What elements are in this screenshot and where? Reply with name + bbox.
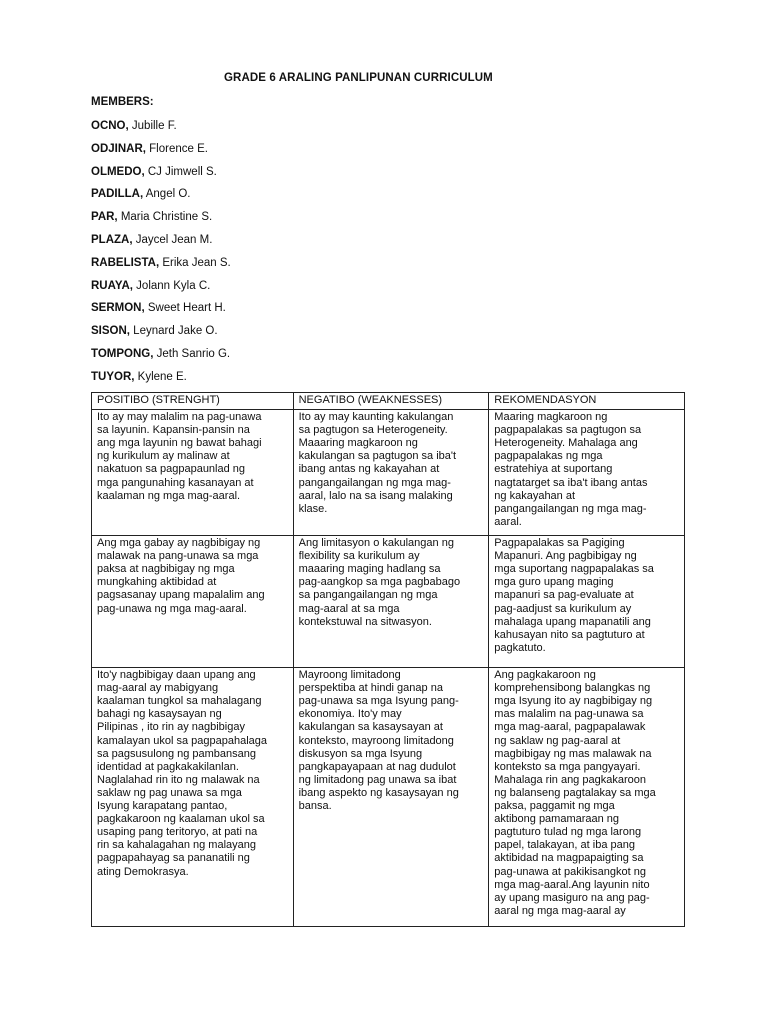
header-positibo: POSITIBO (STRENGHT) [92, 393, 294, 410]
member-first-name: Leynard Jake O. [129, 325, 218, 338]
member-item [91, 233, 231, 256]
member-first-name: Maria Christine S. [117, 211, 213, 224]
cell-text: Mayroong limitadong perspektiba at hindi ganap na pag-unawa sa mga Isyung pang- ekonomiya. Ito'y may kakulangan sa kasaysayan at konteksto, mayroong limitadong diskusyon sa mga Isyung pangkapayapaan at nag dudulot ng limitadong pag unawa sa ibat ibang aspekto ng kasaysayan ng bansa. [298, 669, 459, 813]
members-list [91, 119, 231, 393]
member-item [91, 324, 231, 347]
member-last-name: SERMON, [91, 302, 145, 315]
member-last-name: RABELISTA, [91, 256, 160, 269]
table-row [92, 536, 685, 668]
cell-text: Ito ay may malalim na pag-unawa sa layunin. Kapansin-pansin na ang mga layunin ng bawat bahagi ng kurikulum ay malinaw at nakatuon sa pagpapaunlad ng mga pangunahing kasanayan at kaalaman ng mga mag-aaral. [97, 411, 262, 502]
cell-text: Ito ay may kaunting kakulangan sa pagtugon sa Heterogeneity. Maaaring magkaroon ng kakulangan sa pagtugon sa iba't ibang antas ng kakayahan at pangangailangan ng mga mag- aaral, lalo na sa isang malaking klase. [298, 411, 457, 515]
rekomendasyon-cell [489, 536, 685, 668]
member-item [91, 119, 231, 142]
member-first-name: Jolann Kyla C. [132, 279, 211, 292]
cell-text: Ang mga gabay ay nagbibigay ng malawak na pang-unawa sa mga paksa at nagbibigay ng mga mungkahing aktibidad at pagsasanay upang mapalalim ang pag-unawa ng mga mag-aaral. [97, 537, 265, 615]
member-item [91, 370, 231, 393]
member-last-name: PLAZA, [91, 233, 133, 246]
member-first-name: Kylene E. [134, 370, 187, 383]
member-first-name: Florence E. [145, 142, 208, 155]
header-negatibo: NEGATIBO (WEAKNESSES) [293, 393, 489, 410]
cell-text: Pagpapalakas sa Pagiging Mapanuri. Ang pagbibigay ng mga suportang nagpapalakas sa mga guro upang maging mapanuri sa pag-evaluate at pag-aadjust sa kurikulum ay mahalaga upang mapanatili ang kahusayan nito sa pagtuturo at pagkatuto. [494, 537, 654, 654]
table-header-row [92, 393, 685, 410]
member-item [91, 165, 231, 188]
member-last-name: TUYOR, [91, 370, 135, 383]
cell-text: Maaring magkaroon ng pagpapalakas sa pagtugon sa Heterogeneity. Mahalaga ang pagpapalakas ng mga estratehiya at suportang nagtatarget sa iba't ibang antas ng kakayahan at pangangailangan ng mga mag- aaral. [494, 411, 648, 528]
cell-text: Ang pagkakaroon ng komprehensibong balangkas ng mga Isyung ito ay nagbibigay ng mas malalim na pag-unawa sa mga mag-aaral, pagpapalawak ng saklaw ng pag-aaral at magbibigay ng mas malawak na konteksto sa mga pangyayari. Mahalaga rin ang pagkakaroon ng balanseng pagtalakay sa mga paksa, paggamit ng mga aktibong pamamaraan ng pagtuturo tulad ng mga larong papel, talakayan, at iba pang aktibidad na magpapaigting sa pag-unawa at pakikisangkot ng mga mag-aaral.Ang layunin nito ay upang masiguro na ang pag- aaral ng mga mag-aaral ay [494, 669, 656, 917]
member-last-name: RUAYA, [91, 279, 133, 292]
member-first-name: Angel O. [143, 188, 191, 201]
rekomendasyon-cell [489, 668, 685, 927]
member-last-name: PAR, [91, 211, 118, 224]
member-last-name: TOMPONG, [91, 347, 154, 360]
member-last-name: OCNO, [91, 120, 129, 132]
negatibo-cell [293, 410, 489, 536]
header-rekomendasyon: REKOMENDASYON [489, 393, 685, 410]
member-first-name: Jaycel Jean M. [132, 233, 213, 246]
member-first-name: Jeth Sanrio G. [153, 347, 231, 360]
member-item [91, 210, 231, 233]
cell-text: Ang limitasyon o kakulangan ng flexibility sa kurikulum ay maaaring maging hadlang sa pag-aangkop sa mga pagbabago sa pangangailangan ng mga mag-aaral at sa mga kontekstuwal na sitwasyon. [298, 537, 461, 628]
member-item [91, 187, 231, 210]
member-item [91, 256, 231, 279]
member-last-name: SISON, [91, 325, 130, 338]
rekomendasyon-cell [489, 410, 685, 536]
table-row [92, 668, 685, 927]
member-first-name: Jubille F. [128, 120, 177, 132]
member-item [91, 279, 231, 302]
positibo-cell [92, 536, 294, 668]
table-row [92, 410, 685, 536]
member-first-name: Sweet Heart H. [144, 302, 226, 315]
members-label: MEMBERS: [91, 96, 154, 108]
evaluation-table [91, 392, 685, 927]
member-item [91, 142, 231, 165]
member-last-name: ODJINAR, [91, 142, 146, 155]
positibo-cell [92, 410, 294, 536]
document-title: GRADE 6 ARALING PANLIPUNAN CURRICULUM [224, 72, 493, 84]
negatibo-cell [293, 536, 489, 668]
positibo-cell [92, 668, 294, 927]
member-last-name: OLMEDO, [91, 165, 145, 178]
cell-text: Ito'y nagbibigay daan upang ang mag-aaral ay mabigyang kaalaman tungkol sa mahalagang bahagi ng kasaysayan ng Pilipinas , ito rin ay nagbibigay kamalayan ukol sa pagpapahalaga sa pagsusulong ng pambansang identidad at pagkakakilanlan. Naglalahad rin ito ng malawak na saklaw ng pag unawa sa mga Isyung karapatang pantao, pagkakaroon ng kaalaman ukol sa usaping pang teritoryo, at pati na rin sa kahalagahan ng malayang pagpapahayag sa pananatili ng ating Demokrasya. [97, 669, 268, 878]
member-last-name: PADILLA, [91, 188, 144, 201]
member-first-name: Erika Jean S. [159, 256, 231, 269]
member-item [91, 301, 231, 324]
member-first-name: CJ Jimwell S. [144, 165, 217, 178]
negatibo-cell [293, 668, 489, 927]
member-item [91, 347, 231, 370]
